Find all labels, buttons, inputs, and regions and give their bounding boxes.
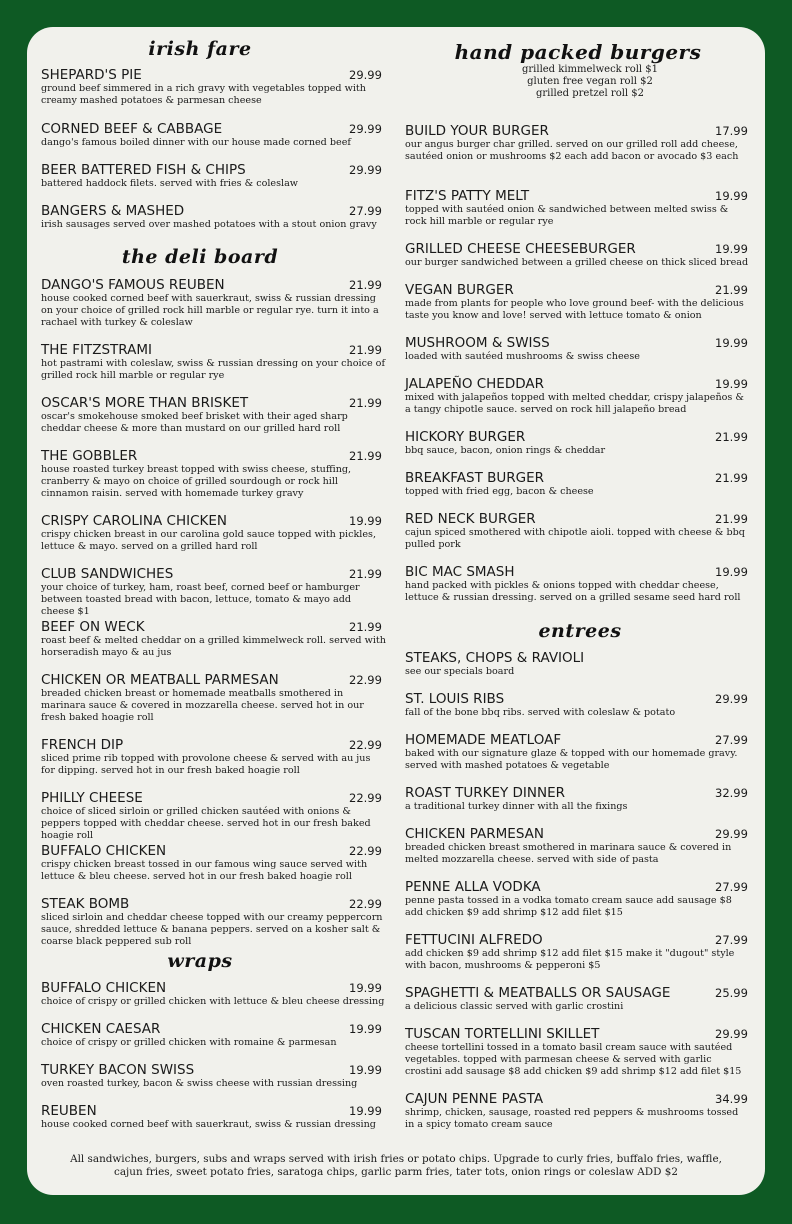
menu-item <box>405 986 750 1013</box>
menu-item <box>405 1092 750 1131</box>
item-name: FITZ'S PATTY MELT <box>405 188 530 204</box>
item-desc: roast beef & melted cheddar on a grilled kimmelweck roll. served with horseradish mayo & au jus <box>41 635 386 658</box>
item-price: 17.99 <box>715 124 748 138</box>
item-name: CHICKEN CAESAR <box>41 1021 161 1037</box>
menu-item <box>41 449 386 500</box>
burger-note: grilled kimmelweck roll $1 <box>521 64 659 75</box>
menu-item <box>405 880 750 919</box>
item-name: HOMEMADE MEATLOAF <box>405 732 562 748</box>
item-price: 19.99 <box>715 377 748 391</box>
menu-item <box>405 189 750 228</box>
item-name: BUFFALO CHICKEN <box>41 843 167 859</box>
item-desc: house cooked corned beef with sauerkraut, swiss & russian dressing on your choice of grilled rock hill marble or regular rye. turn it into a rachael with turkey & coleslaw <box>41 293 379 328</box>
item-desc: choice of crispy or grilled chicken with lettuce & bleu cheese dressing <box>41 996 385 1007</box>
item-price: 29.99 <box>715 692 748 706</box>
item-name: CHICKEN OR MEATBALL PARMESAN <box>41 672 279 688</box>
item-desc: crispy chicken breast tossed in our famous wing sauce served with lettuce & bleu cheese. served hot in our fresh baked hoagie roll <box>41 859 368 882</box>
menu-item <box>41 343 386 382</box>
menu-item <box>41 620 386 659</box>
menu-item <box>41 567 386 618</box>
item-price: 21.99 <box>349 449 382 463</box>
item-name: FETTUCINI ALFREDO <box>405 932 543 948</box>
item-desc: topped with fried egg, bacon & cheese <box>405 486 594 497</box>
item-desc: ground beef simmered in a rich gravy with vegetables topped with creamy mashed potatoes & parmesan cheese <box>41 83 366 106</box>
item-desc: bbq sauce, bacon, onion rings & cheddar <box>405 445 606 456</box>
burger-note: gluten free vegan roll $2 <box>527 76 653 87</box>
section-entrees: entrees <box>538 620 622 642</box>
item-desc: house cooked corned beef with sauerkraut, swiss & russian dressing <box>41 1119 376 1130</box>
menu-item <box>405 1027 750 1078</box>
menu-item <box>41 1104 386 1131</box>
item-desc: fall of the bone bbq ribs. served with coleslaw & potato <box>405 707 676 718</box>
menu-item <box>405 933 750 972</box>
section-wraps: wraps <box>167 950 233 972</box>
item-desc: battered haddock filets. served with fries & coleslaw <box>41 178 299 189</box>
item-desc: our burger sandwiched between a grilled cheese on thick sliced bread <box>405 257 749 268</box>
item-price: 21.99 <box>349 396 382 410</box>
menu-item <box>41 981 386 1008</box>
item-desc: irish sausages served over mashed potatoes with a stout onion gravy <box>41 219 377 230</box>
menu-item <box>405 336 750 363</box>
item-price: 19.99 <box>715 242 748 256</box>
item-desc: our angus burger char grilled. served on our grilled roll add cheese, sautéed onion or mushrooms $2 each add bacon or avocado $3 each <box>405 139 739 162</box>
item-name: BEER BATTERED FISH & CHIPS <box>41 162 246 178</box>
item-desc: house roasted turkey breast topped with swiss cheese, stuffing, cranberry & mayo on choice of grilled sourdough or rock hill cinnamon raisin. served with homemade turkey gravy <box>41 464 352 499</box>
menu-item <box>41 897 386 948</box>
item-desc: dango's famous boiled dinner with our house made corned beef <box>41 137 351 148</box>
item-name: JALAPEÑO CHEDDAR <box>405 376 545 392</box>
menu-item <box>41 122 386 149</box>
item-desc: penne pasta tossed in a vodka tomato cream sauce add sausage $8 add chicken $9 add shrimp $12 add filet $15 <box>405 895 732 918</box>
item-desc: cajun spiced smothered with chipotle aioli. topped with cheese & bbq pulled pork <box>405 527 745 550</box>
item-desc: see our specials board <box>405 666 515 677</box>
item-name: BEEF ON WECK <box>41 619 145 635</box>
menu-item <box>405 692 750 719</box>
item-name: ST. LOUIS RIBS <box>405 691 505 707</box>
menu-item <box>405 377 750 416</box>
item-price: 19.99 <box>715 565 748 579</box>
item-price: 21.99 <box>349 278 382 292</box>
menu-item <box>405 565 750 604</box>
item-desc: breaded chicken breast or homemade meatballs smothered in marinara sauce & covered in mozzarella cheese. served hot in our fresh baked hoagie roll <box>41 688 364 723</box>
item-desc: hot pastrami with coleslaw, swiss & russian dressing on your choice of grilled rock hill marble or regular rye <box>41 358 386 381</box>
item-price: 29.99 <box>349 68 382 82</box>
item-desc: a delicious classic served with garlic crostini <box>405 1001 624 1012</box>
menu-item <box>41 1022 386 1049</box>
burger-note: grilled pretzel roll $2 <box>535 88 645 99</box>
item-name: SPAGHETTI & MEATBALLS OR SAUSAGE <box>405 985 671 1001</box>
item-desc: baked with our signature glaze & topped with our homemade gravy. served with mashed potatoes & vegetable <box>405 748 738 771</box>
item-name: BREAKFAST BURGER <box>405 470 545 486</box>
item-desc: cheese tortellini tossed in a tomato basil cream sauce with sautéed vegetables. topped with parmesan cheese & served with garlic crostini add sausage $8 add chicken $9 add shrimp $12 add filet $15 <box>405 1042 742 1077</box>
item-name: SHEPARD'S PIE <box>41 67 142 83</box>
item-price: 19.99 <box>349 1022 382 1036</box>
item-name: CHICKEN PARMESAN <box>405 826 544 842</box>
item-name: VEGAN BURGER <box>405 282 514 298</box>
item-name: OSCAR'S MORE THAN BRISKET <box>41 395 249 411</box>
menu-item <box>41 396 386 435</box>
section-deli-board: the deli board <box>121 246 279 268</box>
item-name: MUSHROOM & SWISS <box>405 335 550 351</box>
footer-note: All sandwiches, burgers, subs and wraps served with irish fries or potato chips. Upgrade to curly fries, buffalo fries, waffle, cajun fries, sweet potato fries, saratoga chips, garlic parm fries, tater tots, onion rings or coleslaw ADD $2 <box>70 1153 722 1178</box>
section-burgers: hand packed burgers <box>454 40 702 64</box>
item-desc: oscar's smokehouse smoked beef brisket with their aged sharp cheddar cheese & more than mustard on our grilled hard roll <box>41 411 348 434</box>
menu-item <box>41 844 386 883</box>
item-price: 29.99 <box>349 122 382 136</box>
menu-item <box>405 786 750 813</box>
item-price: 21.99 <box>715 430 748 444</box>
item-desc: hand packed with pickles & onions topped with cheddar cheese, lettuce & russian dressing. served on a grilled sesame seed hard roll <box>405 580 741 603</box>
item-price: 22.99 <box>349 791 382 805</box>
menu-item <box>405 827 750 866</box>
menu-item <box>405 124 750 163</box>
item-name: BUFFALO CHICKEN <box>41 980 167 996</box>
menu-item <box>405 430 750 457</box>
section-irish-fare: irish fare <box>148 38 252 60</box>
item-price: 21.99 <box>715 471 748 485</box>
menu-item <box>41 204 386 231</box>
item-name: BANGERS & MASHED <box>41 203 185 219</box>
item-price: 21.99 <box>349 343 382 357</box>
item-desc: your choice of turkey, ham, roast beef, corned beef or hamburger between toasted bread with bacon, lettuce, tomato & mayo add cheese $1 <box>41 582 360 617</box>
item-desc: topped with sautéed onion & sandwiched between melted swiss & rock hill marble or regular rye <box>405 204 729 227</box>
item-name: STEAK BOMB <box>41 896 130 912</box>
item-name: STEAKS, CHOPS & RAVIOLI <box>405 650 585 666</box>
item-name: THE GOBBLER <box>41 448 138 464</box>
item-name: PHILLY CHEESE <box>41 790 143 806</box>
menu-item <box>41 791 386 842</box>
item-desc: loaded with sautéed mushrooms & swiss cheese <box>405 351 640 362</box>
item-desc: breaded chicken breast smothered in marinara sauce & covered in melted mozzarella cheese. served with side of pasta <box>405 842 732 865</box>
menu-item <box>405 651 750 678</box>
menu-item <box>41 514 386 553</box>
menu-item <box>41 278 386 329</box>
menu-item <box>405 471 750 498</box>
item-desc: choice of sliced sirloin or grilled chicken sautéed with onions & peppers topped with cheddar cheese. served hot in our fresh baked hoagie roll <box>41 806 371 841</box>
item-price: 32.99 <box>715 786 748 800</box>
item-desc: sliced sirloin and cheddar cheese topped with our creamy peppercorn sauce, shredded lettuce & banana peppers. served on a kosher salt & coarse black peppered sub roll <box>41 912 383 947</box>
item-name: BUILD YOUR BURGER <box>405 123 549 139</box>
item-price: 21.99 <box>349 567 382 581</box>
item-desc: a traditional turkey dinner with all the fixings <box>405 801 628 812</box>
item-price: 27.99 <box>715 880 748 894</box>
item-price: 27.99 <box>715 933 748 947</box>
item-desc: mixed with jalapeños topped with melted cheddar, crispy jalapeños & a tangy chipotle sauce. served on rock hill jalapeño bread <box>405 392 744 415</box>
item-price: 29.99 <box>349 163 382 177</box>
item-price: 29.99 <box>715 827 748 841</box>
item-name: CAJUN PENNE PASTA <box>405 1091 544 1107</box>
item-name: CLUB SANDWICHES <box>41 566 174 582</box>
menu-item <box>405 283 750 322</box>
item-price: 19.99 <box>349 514 382 528</box>
item-name: FRENCH DIP <box>41 737 124 753</box>
item-price: 34.99 <box>715 1092 748 1106</box>
item-price: 21.99 <box>349 620 382 634</box>
item-price: 22.99 <box>349 897 382 911</box>
item-name: DANGO'S FAMOUS REUBEN <box>41 277 225 293</box>
item-name: HICKORY BURGER <box>405 429 526 445</box>
item-desc: add chicken $9 add shrimp $12 add filet $15 make it "dugout" style with bacon, mushrooms & pepperoni $5 <box>405 948 735 971</box>
item-name: THE FITZSTRAMI <box>41 342 152 358</box>
item-price: 25.99 <box>715 986 748 1000</box>
menu-item <box>41 163 386 190</box>
item-price: 19.99 <box>349 981 382 995</box>
item-name: GRILLED CHEESE CHEESEBURGER <box>405 241 636 257</box>
item-desc: sliced prime rib topped with provolone cheese & served with au jus for dipping. served hot in our fresh baked hoagie roll <box>41 753 371 776</box>
menu-item <box>41 673 386 724</box>
item-desc: oven roasted turkey, bacon & swiss cheese with russian dressing <box>41 1078 358 1089</box>
item-name: RED NECK BURGER <box>405 511 536 527</box>
item-price: 22.99 <box>349 844 382 858</box>
item-price: 22.99 <box>349 738 382 752</box>
item-price: 19.99 <box>349 1063 382 1077</box>
menu-item <box>41 1063 386 1090</box>
item-price: 21.99 <box>715 512 748 526</box>
item-desc: shrimp, chicken, sausage, roasted red peppers & mushrooms tossed in a spicy tomato cream sauce <box>405 1107 739 1130</box>
menu-item <box>405 512 750 551</box>
item-name: ROAST TURKEY DINNER <box>405 785 566 801</box>
item-name: TURKEY BACON SWISS <box>41 1062 195 1078</box>
item-price: 19.99 <box>349 1104 382 1118</box>
menu-item <box>405 733 750 772</box>
item-price: 27.99 <box>349 204 382 218</box>
item-name: TUSCAN TORTELLINI SKILLET <box>405 1026 600 1042</box>
item-name: CORNED BEEF & CABBAGE <box>41 121 223 137</box>
menu-item <box>41 68 386 107</box>
item-price: 29.99 <box>715 1027 748 1041</box>
menu-item <box>41 738 386 777</box>
item-price: 19.99 <box>715 189 748 203</box>
item-price: 19.99 <box>715 336 748 350</box>
item-price: 21.99 <box>715 283 748 297</box>
item-desc: made from plants for people who love ground beef- with the delicious taste you know and love! served with lettuce tomato & onion <box>405 298 744 321</box>
item-name: BIC MAC SMASH <box>405 564 515 580</box>
menu-item <box>405 242 750 269</box>
item-price: 27.99 <box>715 733 748 747</box>
item-name: PENNE ALLA VODKA <box>405 879 541 895</box>
item-desc: crispy chicken breast in our carolina gold sauce topped with pickles, lettuce & mayo. served on a grilled hard roll <box>41 529 377 552</box>
item-price: 22.99 <box>349 673 382 687</box>
item-desc: choice of crispy or grilled chicken with romaine & parmesan <box>41 1037 337 1048</box>
item-name: CRISPY CAROLINA CHICKEN <box>41 513 228 529</box>
item-name: REUBEN <box>41 1103 97 1119</box>
